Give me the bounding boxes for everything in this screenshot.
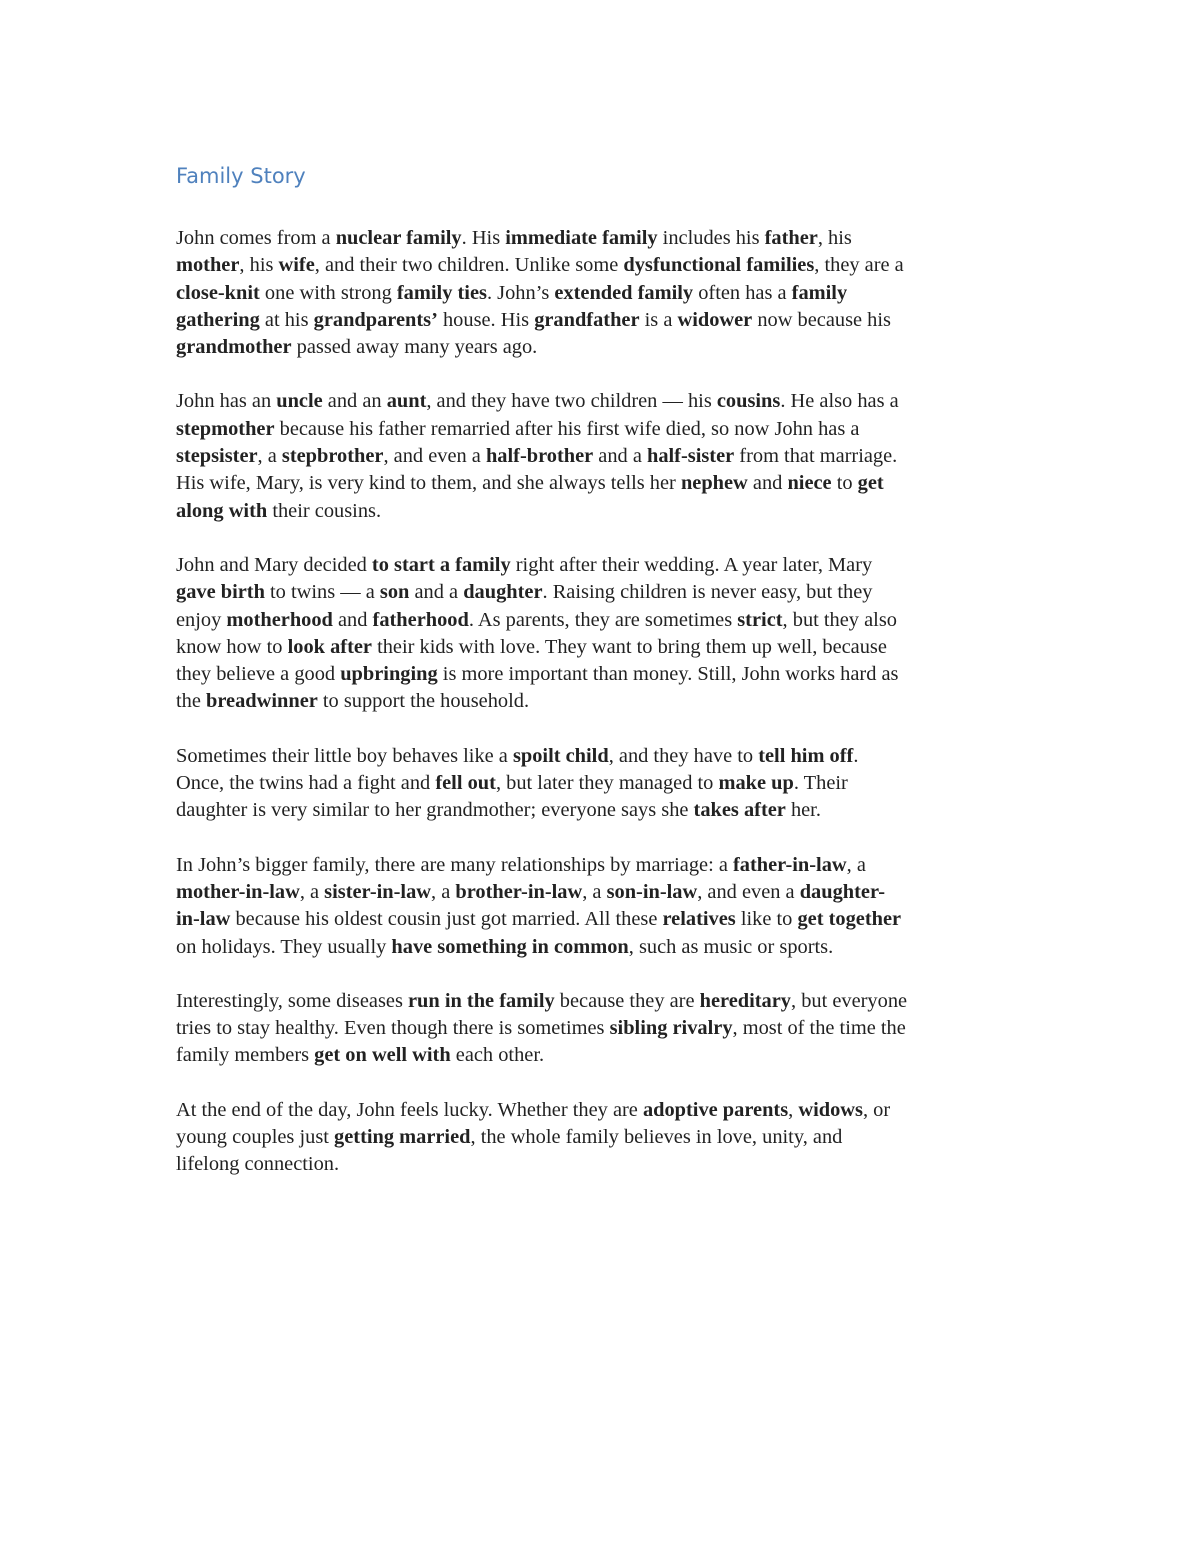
vocab-term: widower xyxy=(677,308,753,331)
text-run: His wife, Mary, is very kind to them, and she always tells her xyxy=(176,472,681,495)
text-run: their cousins. xyxy=(267,499,382,522)
vocab-term: grandmother xyxy=(176,336,292,359)
text-line xyxy=(176,552,1046,579)
vocab-term: get together xyxy=(797,908,902,931)
text-run: includes his xyxy=(657,227,765,249)
text-run: and xyxy=(747,472,788,495)
text-run: and an xyxy=(322,390,387,413)
vocab-term: father xyxy=(764,227,818,249)
text-line xyxy=(176,688,1046,715)
text-run: their kids with love. They want to bring them up well, because xyxy=(371,635,887,658)
text-run: to twins — a xyxy=(264,581,380,604)
vocab-term: have something in common xyxy=(391,935,629,958)
text-run: , most of the time the xyxy=(732,1017,906,1040)
paragraph xyxy=(176,552,1046,716)
vocab-term: father-in-law xyxy=(732,853,847,876)
text-run: , and even a xyxy=(697,880,800,903)
text-line xyxy=(176,579,1046,606)
vocab-term: widows xyxy=(798,1098,863,1121)
text-run: , a xyxy=(582,880,607,903)
paragraph xyxy=(176,743,1046,825)
vocab-term: close-knit xyxy=(176,281,260,304)
vocab-term: make up xyxy=(718,772,794,795)
text-run: know how to xyxy=(176,635,288,658)
text-run: At the end of the day, John feels lucky. Whether they are xyxy=(176,1098,643,1121)
text-run: , his xyxy=(817,227,852,249)
paragraph xyxy=(176,988,1046,1070)
vocab-term: get on well with xyxy=(314,1044,451,1067)
vocab-term: family ties xyxy=(396,281,487,304)
text-run: , a xyxy=(257,445,282,468)
vocab-term: sister-in-law xyxy=(324,880,432,903)
vocab-term: upbringing xyxy=(340,663,438,686)
vocab-term: half-sister xyxy=(646,445,735,468)
text-line xyxy=(176,797,1046,824)
text-run: , such as music or sports. xyxy=(628,935,834,958)
paragraph xyxy=(176,388,1046,524)
text-line xyxy=(176,988,1046,1015)
text-run: at his xyxy=(259,308,314,331)
vocab-term: extended family xyxy=(554,281,694,304)
vocab-term: gave birth xyxy=(176,581,265,604)
vocab-term: stepmother xyxy=(176,417,275,440)
text-run: one with strong xyxy=(259,281,397,304)
vocab-term: breadwinner xyxy=(206,690,318,713)
text-run: is a xyxy=(639,308,678,331)
document-title: Family Story xyxy=(176,164,306,188)
vocab-term: relatives xyxy=(662,908,736,931)
text-run: . As parents, they are sometimes xyxy=(468,608,738,631)
paragraph xyxy=(176,225,1046,361)
text-line xyxy=(176,470,1046,497)
text-run: the xyxy=(176,690,207,713)
text-run: , his xyxy=(239,254,279,277)
text-run: , and even a xyxy=(383,445,486,468)
text-run: enjoy xyxy=(176,608,227,631)
text-run: Interestingly, some diseases xyxy=(176,989,408,1012)
vocab-term: gathering xyxy=(176,308,260,331)
text-run: , xyxy=(788,1098,799,1121)
vocab-term: fatherhood xyxy=(372,608,469,631)
text-run: tries to stay healthy. Even though there is sometimes xyxy=(176,1017,610,1040)
text-run: each other. xyxy=(450,1044,545,1067)
vocab-term: immediate family xyxy=(505,227,658,249)
vocab-term: along with xyxy=(176,499,268,522)
text-line xyxy=(176,1151,1046,1178)
text-run: , but they also xyxy=(782,608,897,631)
text-run: family members xyxy=(176,1044,315,1067)
text-line xyxy=(176,1097,1046,1124)
text-run: like to xyxy=(735,908,798,931)
text-run: Once, the twins had a fight and xyxy=(176,772,436,795)
vocab-term: in-law xyxy=(176,908,231,931)
text-run: , but later they managed to xyxy=(495,772,719,795)
text-line xyxy=(176,443,1046,470)
vocab-term: daughter xyxy=(463,581,543,604)
text-line xyxy=(176,252,1046,279)
vocab-term: motherhood xyxy=(226,608,333,631)
text-run: lifelong connection. xyxy=(176,1153,340,1176)
vocab-term: strict xyxy=(737,608,783,631)
text-line xyxy=(176,334,1046,361)
vocab-term: adoptive parents xyxy=(642,1098,789,1121)
text-run: on holidays. They usually xyxy=(176,935,392,958)
text-line xyxy=(176,225,1046,252)
text-line xyxy=(176,661,1046,688)
text-run: , the whole family believes in love, unity, and xyxy=(470,1126,843,1149)
text-run: her. xyxy=(785,799,821,822)
vocab-term: nuclear family xyxy=(335,227,462,249)
text-run: . xyxy=(853,744,859,767)
text-run: daughter is very similar to her grandmother; everyone says she xyxy=(176,799,694,822)
text-run: passed away many years ago. xyxy=(291,336,538,359)
vocab-term: niece xyxy=(787,472,832,495)
vocab-term: tell him off xyxy=(758,744,854,767)
vocab-term: half-brother xyxy=(485,445,594,468)
text-run: , a xyxy=(846,853,866,876)
text-line xyxy=(176,906,1046,933)
vocab-term: uncle xyxy=(276,390,323,413)
vocab-term: spoilt child xyxy=(512,744,609,767)
text-run: John has an xyxy=(176,390,277,413)
text-run: to xyxy=(831,472,858,495)
text-run: . Raising children is never easy, but they xyxy=(542,581,873,604)
text-line xyxy=(176,879,1046,906)
vocab-term: hereditary xyxy=(699,989,791,1012)
text-run: house. His xyxy=(437,308,535,331)
text-run: often has a xyxy=(693,281,792,304)
vocab-term: nephew xyxy=(680,472,748,495)
vocab-term: mother-in-law xyxy=(176,880,300,903)
vocab-term: run in the family xyxy=(407,989,555,1012)
text-run: they believe a good xyxy=(176,663,341,686)
text-run: John and Mary decided xyxy=(176,553,372,576)
vocab-term: takes after xyxy=(693,799,786,822)
text-run: , but everyone xyxy=(791,989,908,1012)
text-run: young couples just xyxy=(176,1126,335,1149)
text-line xyxy=(176,1042,1046,1069)
text-run: and a xyxy=(409,581,464,604)
text-run: , a xyxy=(431,880,456,903)
vocab-term: to start a family xyxy=(371,553,511,576)
text-run: now because his xyxy=(752,308,891,331)
vocab-term: get xyxy=(857,472,884,495)
vocab-term: brother-in-law xyxy=(455,880,583,903)
vocab-term: stepbrother xyxy=(281,445,384,468)
text-run: , a xyxy=(299,880,325,903)
vocab-term: sibling rivalry xyxy=(609,1017,733,1040)
vocab-term: grandfather xyxy=(534,308,640,331)
text-line xyxy=(176,307,1046,334)
text-run: In John’s bigger family, there are many relationships by marriage: a xyxy=(176,853,733,876)
text-run: , and they have to xyxy=(608,744,759,767)
document-body xyxy=(176,225,1046,1206)
vocab-term: aunt xyxy=(386,390,427,413)
vocab-term: daughter- xyxy=(799,880,886,903)
text-run: because his father remarried after his first wife died, so now John has a xyxy=(274,417,860,440)
vocab-term: stepsister xyxy=(176,445,258,468)
text-run: , they are a xyxy=(814,254,904,277)
text-line xyxy=(176,416,1046,443)
vocab-term: wife xyxy=(278,254,315,277)
text-run: , and their two children. Unlike some xyxy=(314,254,624,277)
text-run: and a xyxy=(593,445,647,468)
text-run: . Their xyxy=(793,772,848,795)
text-run: because his oldest cousin just got married. All these xyxy=(230,908,663,931)
text-line xyxy=(176,1015,1046,1042)
text-run: , or xyxy=(862,1098,891,1121)
text-run: . John’s xyxy=(486,281,555,304)
text-line xyxy=(176,388,1046,415)
text-run: John comes from a xyxy=(176,227,336,249)
vocab-term: mother xyxy=(176,254,240,277)
text-line xyxy=(176,852,1046,879)
text-line xyxy=(176,634,1046,661)
text-line xyxy=(176,743,1046,770)
text-line xyxy=(176,1124,1046,1151)
text-run: is more important than money. Still, John works hard as xyxy=(437,663,899,686)
text-line xyxy=(176,498,1046,525)
text-run: and xyxy=(332,608,373,631)
paragraph xyxy=(176,1097,1046,1179)
text-run: . His xyxy=(461,227,506,249)
vocab-term: son xyxy=(379,581,410,604)
text-run: to support the household. xyxy=(317,690,530,713)
vocab-term: grandparents’ xyxy=(313,308,438,331)
text-run: . He also has a xyxy=(780,390,899,413)
paragraph xyxy=(176,852,1046,961)
text-line xyxy=(176,280,1046,307)
vocab-term: family xyxy=(791,281,848,304)
text-run: Sometimes their little boy behaves like a xyxy=(176,744,513,767)
text-run: right after their wedding. A year later, Mary xyxy=(510,553,873,576)
vocab-term: cousins xyxy=(716,390,781,413)
text-run: because they are xyxy=(554,989,700,1012)
text-line xyxy=(176,607,1046,634)
vocab-term: dysfunctional families xyxy=(623,254,815,277)
text-run: from that marriage. xyxy=(734,445,898,468)
vocab-term: look after xyxy=(287,635,372,658)
text-line xyxy=(176,770,1046,797)
vocab-term: fell out xyxy=(435,772,496,795)
vocab-term: son-in-law xyxy=(606,880,698,903)
text-line xyxy=(176,934,1046,961)
vocab-term: getting married xyxy=(334,1126,471,1149)
text-run: , and they have two children — his xyxy=(426,390,717,413)
